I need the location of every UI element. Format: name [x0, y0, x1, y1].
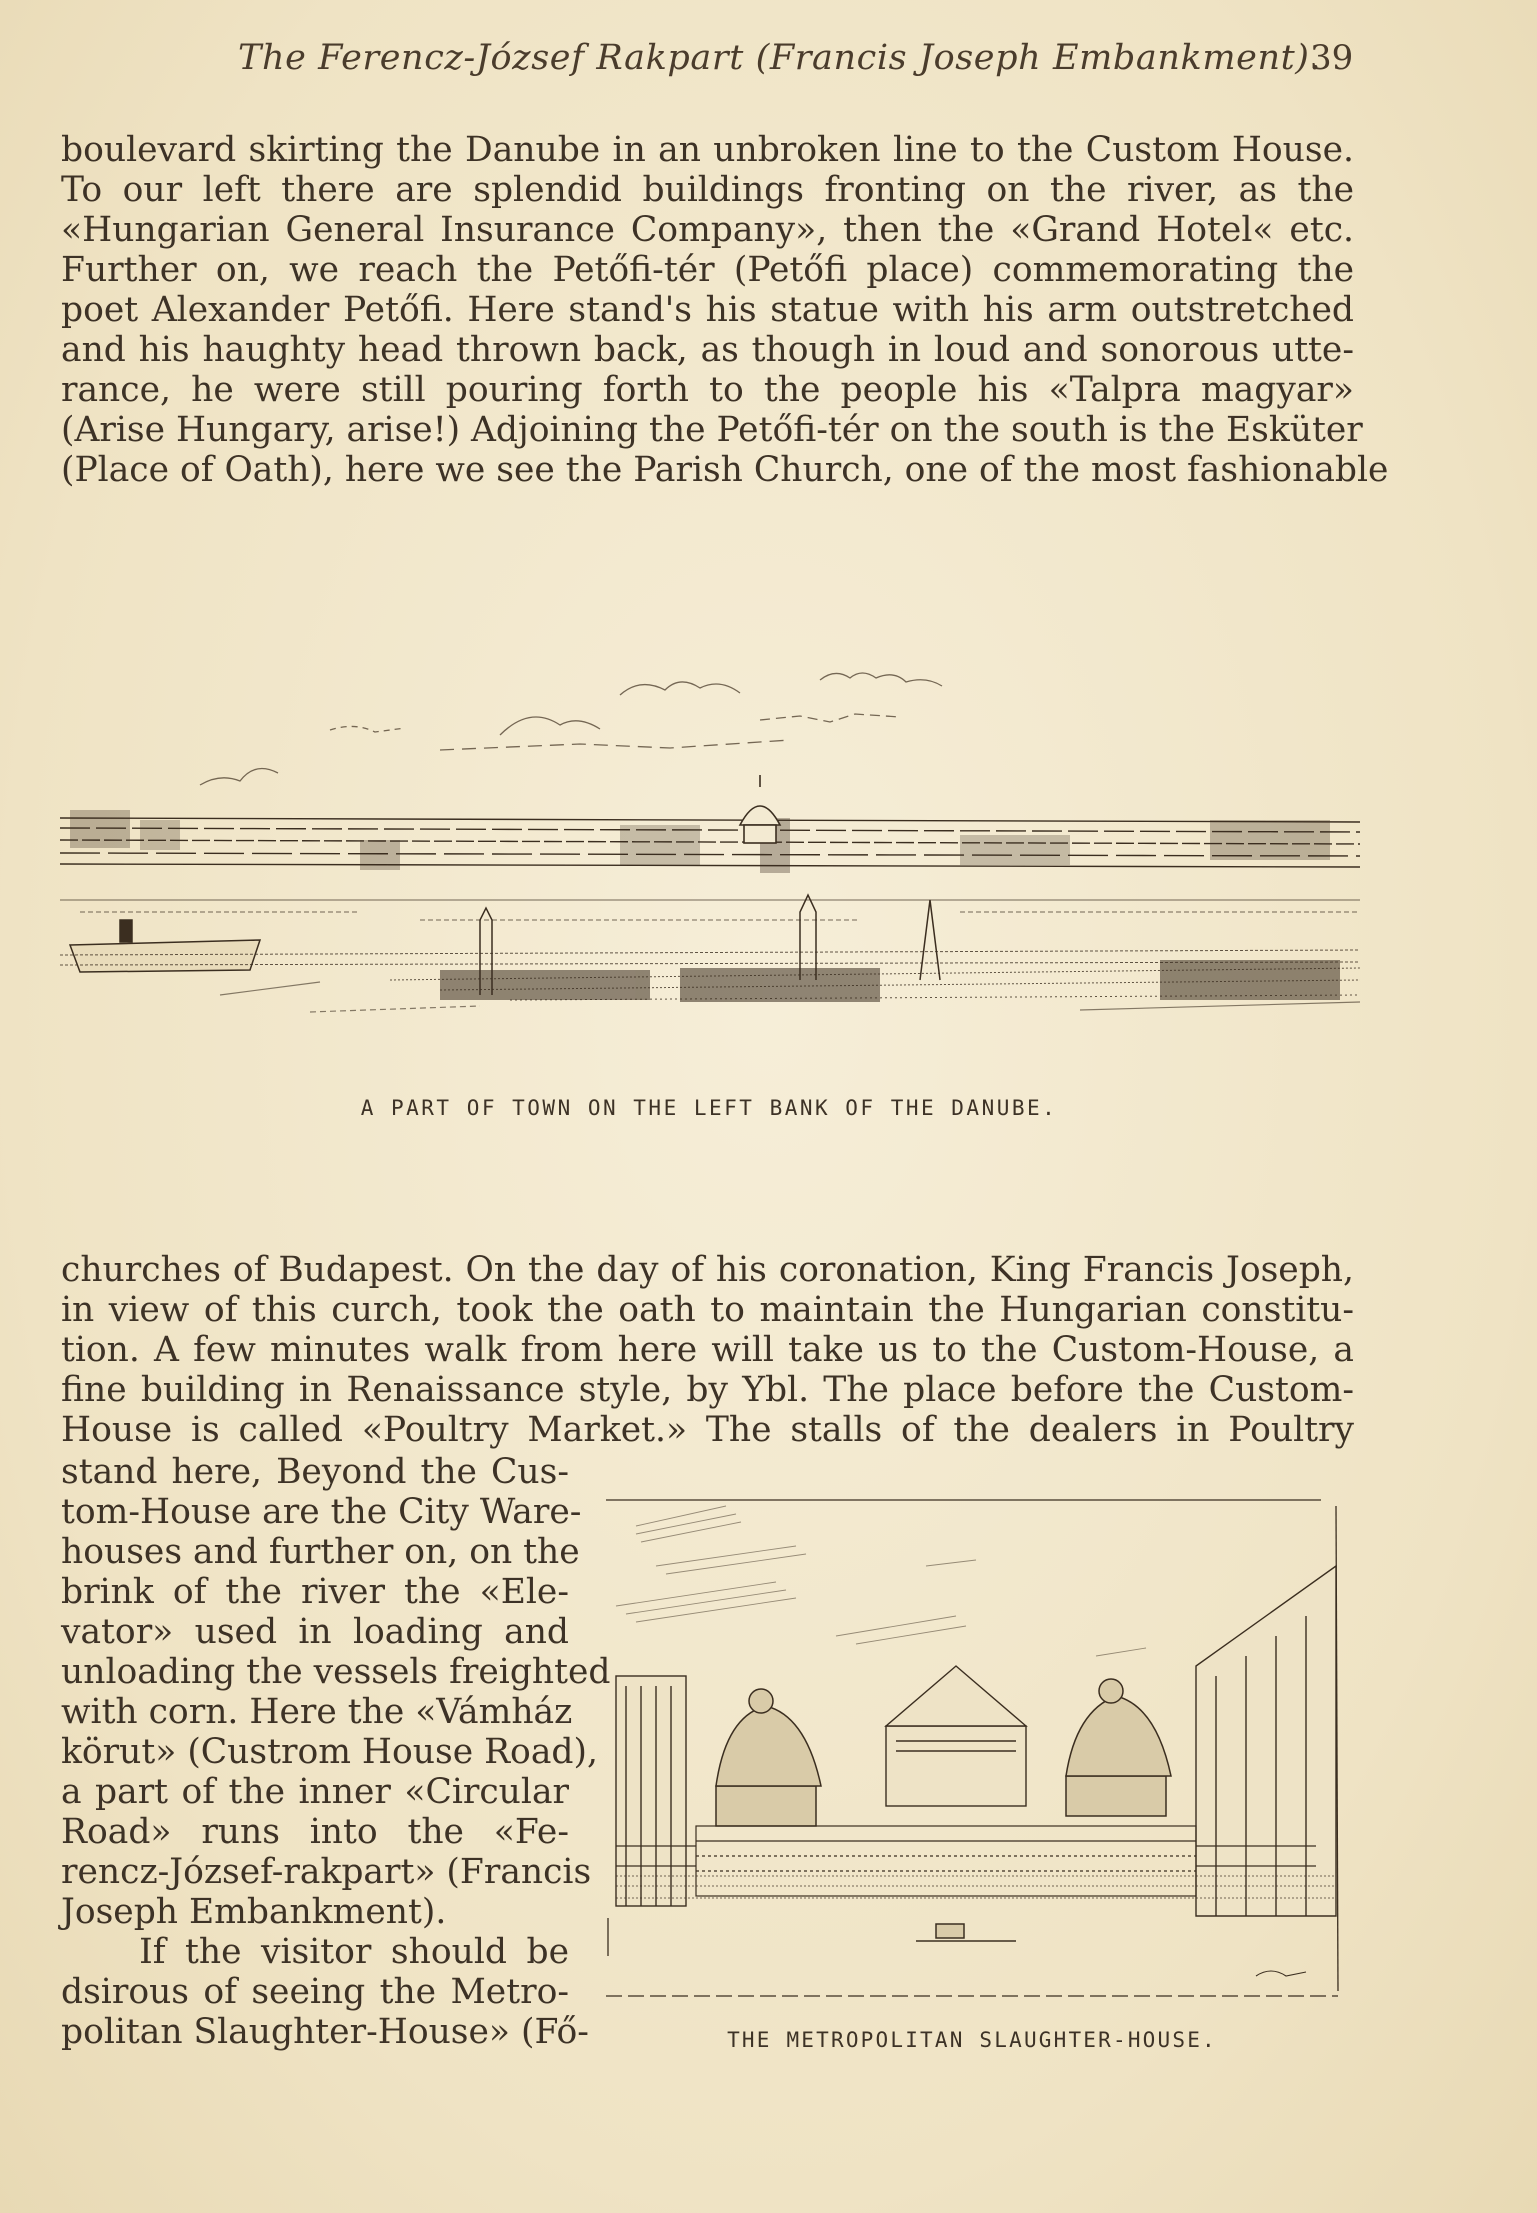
text-line: houses and further on, on the: [61, 1532, 580, 1572]
text-line: «Hungarian General Insurance Company», then the «Grand Hotel« etc.: [61, 210, 1354, 250]
text-line: brink of the river the «Ele-: [61, 1572, 569, 1612]
text-line: To our left there are splendid buildings fronting on the river, as the: [61, 170, 1354, 210]
text-line: dsirous of seeing the Metro-: [61, 1972, 569, 2012]
text-line: Further on, we reach the Petőfi-tér (Petőfi place) commemorating the: [61, 250, 1354, 290]
text-line: (Arise Hungary, arise!) Adjoining the Petőfi-tér on the south is the Esküter: [61, 410, 1363, 450]
text-line: körut» (Custrom House Road),: [61, 1732, 598, 1772]
text-line: poet Alexander Petőfi. Here stand's his statue with his arm outstretched: [61, 290, 1354, 330]
text-line: politan Slaughter-House» (Fő-: [61, 2012, 589, 2052]
text-line: tom-House are the City Ware-: [61, 1492, 582, 1532]
text-line: rencz-József-rakpart» (Francis: [61, 1852, 592, 1892]
text-line: fine building in Renaissance style, by Ybl. The place before the Custom-: [61, 1370, 1354, 1410]
text-line: If the visitor should be: [61, 1932, 569, 1972]
running-head: [0, 38, 1537, 88]
text-line: tion. A few minutes walk from here will take us to the Custom-House, a: [61, 1330, 1354, 1370]
text-line: Joseph Embankment).: [61, 1892, 447, 1932]
paragraph-1: [61, 130, 1389, 490]
slaughter-house-engraving: [596, 1486, 1348, 2034]
danube-left-bank-engraving: [60, 650, 1360, 1030]
paragraph-2: [61, 1250, 1354, 1450]
running-title: The Ferencz-József Rakpart (Francis Joseph Embankment).: [238, 38, 1322, 78]
text-line: House is called «Poultry Market.» The stalls of the dealers in Poultry: [61, 1410, 1354, 1450]
text-line: unloading the vessels freighted: [61, 1652, 611, 1692]
paragraph-3: [61, 1452, 611, 2052]
text-line: boulevard skirting the Danube in an unbroken line to the Custom House.: [61, 130, 1354, 170]
text-line: vator» used in loading and: [61, 1612, 569, 1652]
text-line: rance, he were still pouring forth to the people his «Talpra magyar»: [61, 370, 1354, 410]
text-line: stand here, Beyond the Cus-: [61, 1452, 569, 1492]
text-line: churches of Budapest. On the day of his coronation, King Francis Joseph,: [61, 1250, 1354, 1290]
text-line: (Place of Oath), here we see the Parish Church, one of the most fashionable: [61, 450, 1389, 490]
text-line: and his haughty head thrown back, as though in loud and sonorous utte-: [61, 330, 1354, 370]
figure-2-caption: THE METROPOLITAN SLAUGHTER-HOUSE.: [727, 2028, 1217, 2052]
text-line: Road» runs into the «Fe-: [61, 1812, 569, 1852]
text-line: with corn. Here the «Vámház: [61, 1692, 573, 1732]
text-line: a part of the inner «Circular: [61, 1772, 569, 1812]
page-number: 39: [1310, 38, 1354, 78]
figure-1-caption: A PART OF TOWN ON THE LEFT BANK OF THE DANUBE.: [360, 1096, 1058, 1120]
text-line: in view of this curch, took the oath to maintain the Hungarian constitu-: [61, 1290, 1354, 1330]
